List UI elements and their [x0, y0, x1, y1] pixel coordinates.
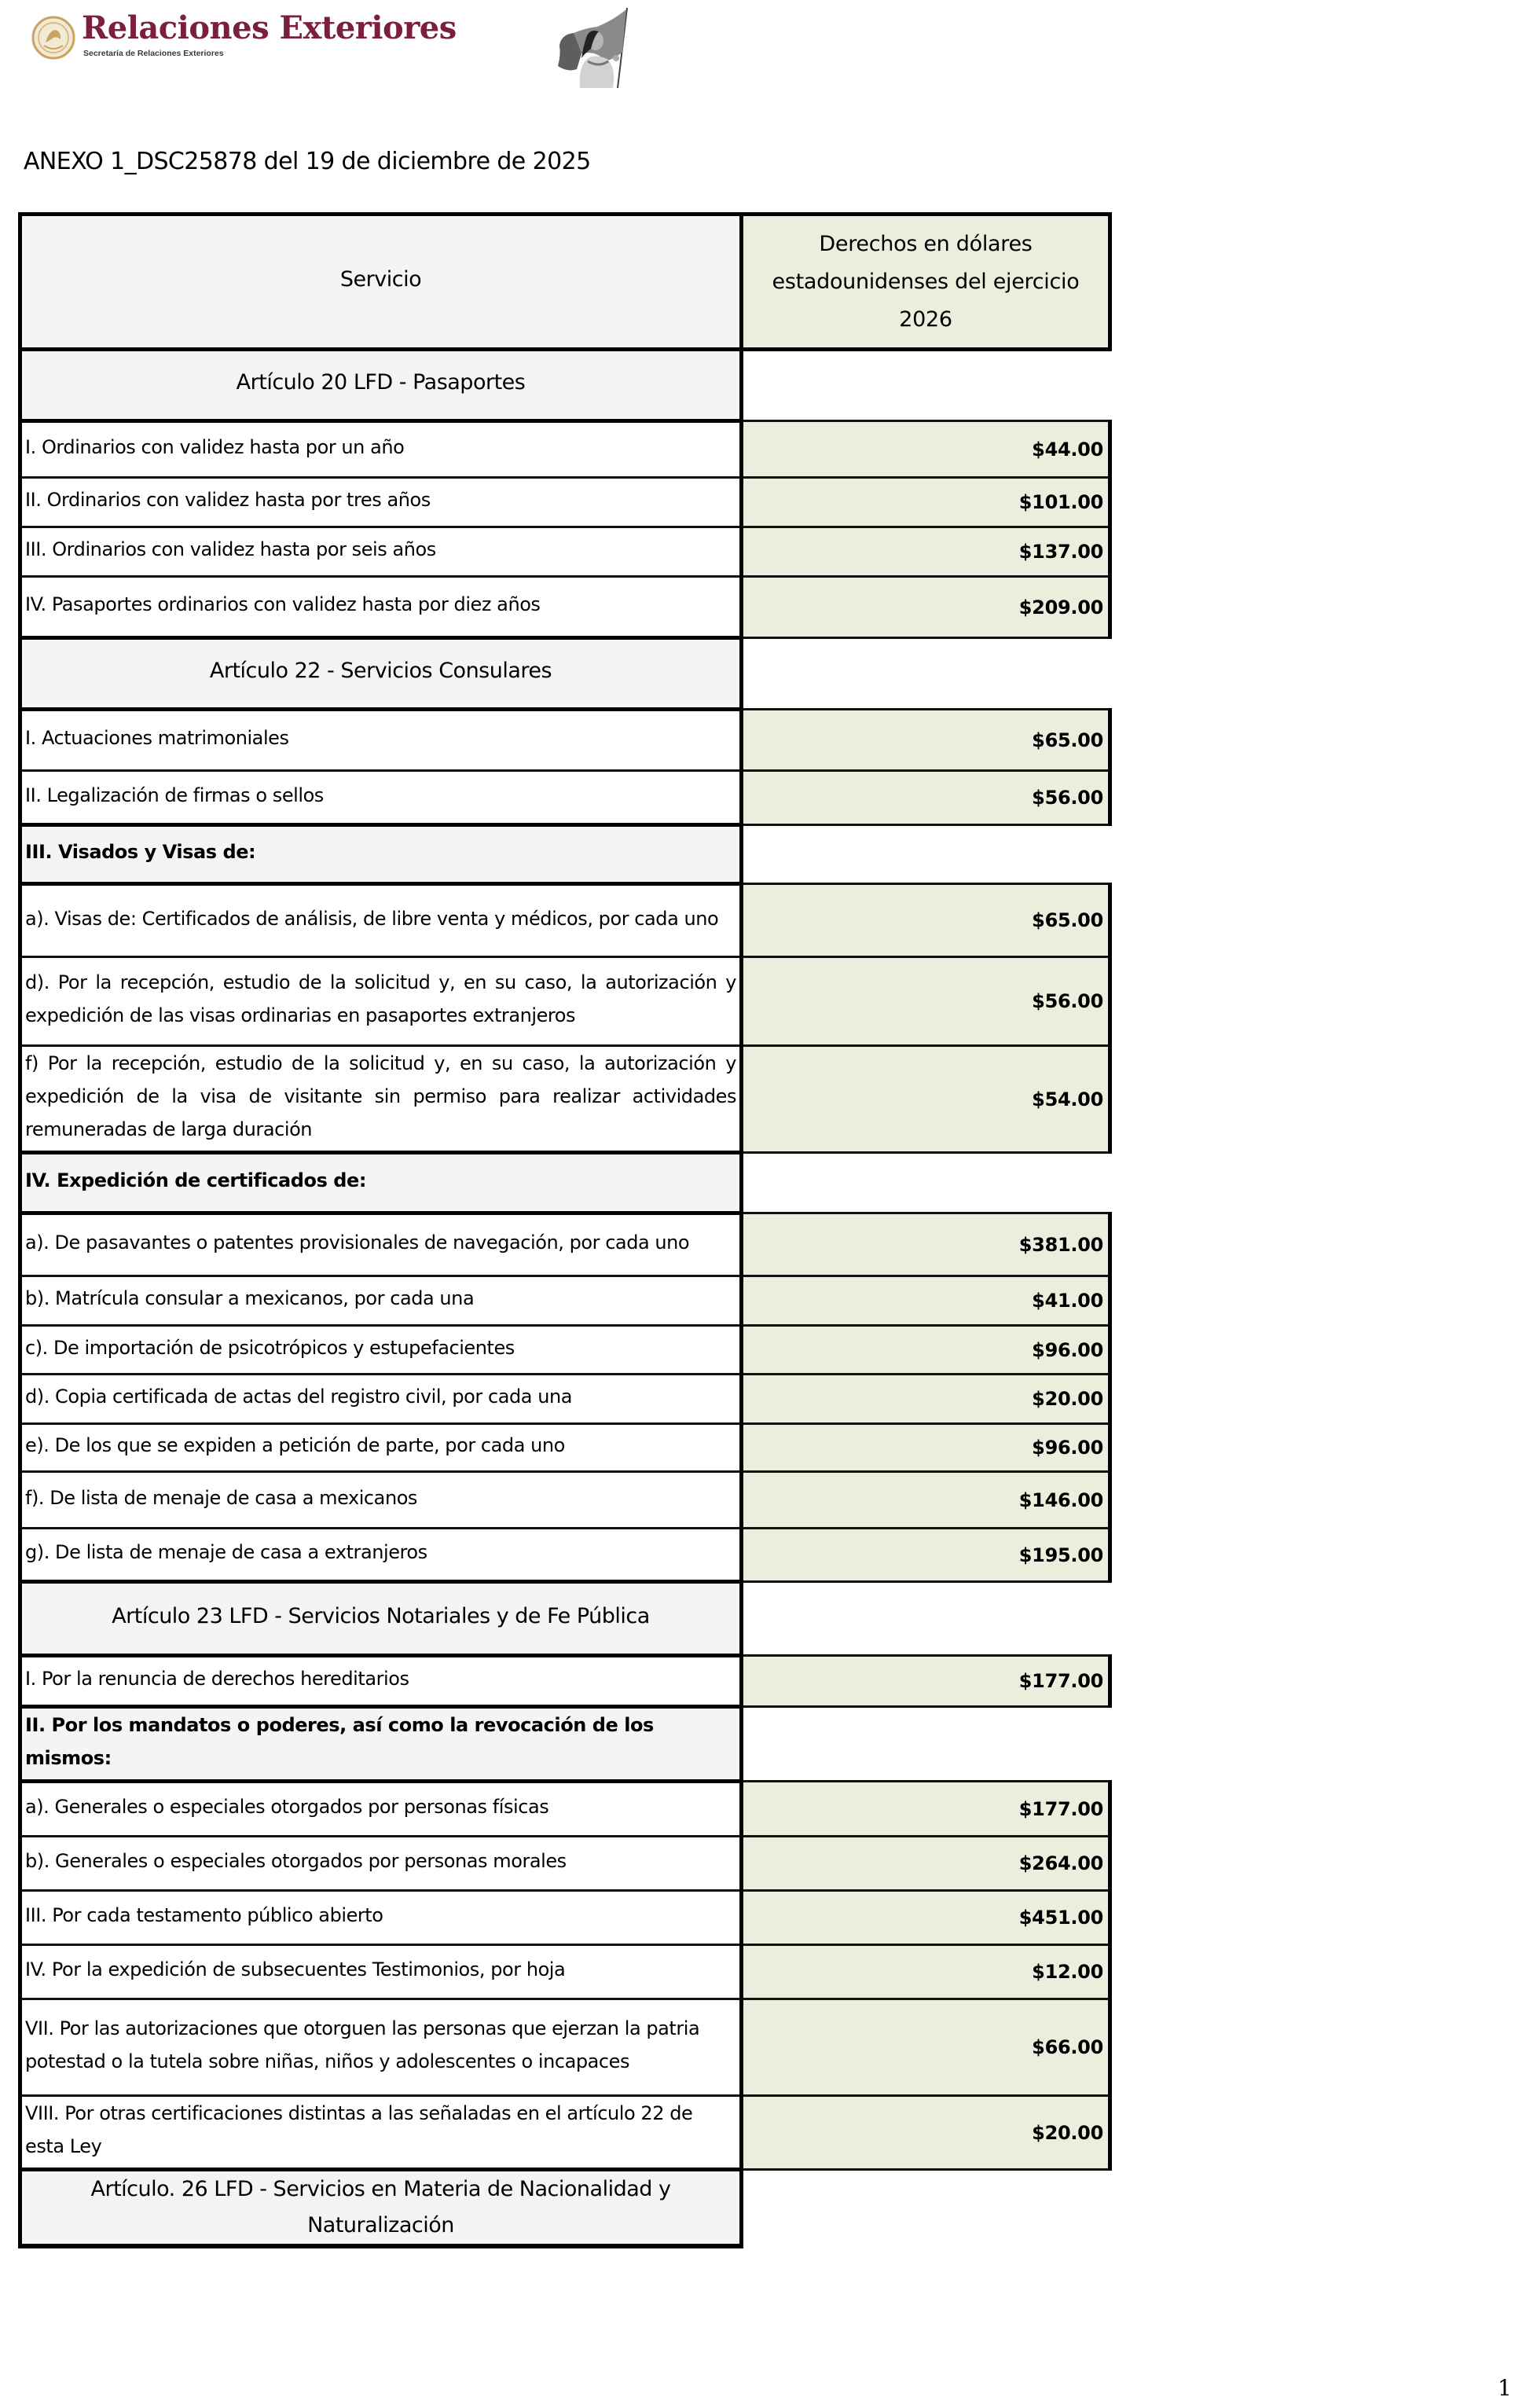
brand-subtitle: Secretaría de Relaciones Exteriores	[83, 49, 224, 58]
price-value: $209.00	[742, 577, 1110, 638]
service-label: VII. Por las autorizaciones que otorguen las personas que ejerzan la patria potestad o la tutela sobre niñas, niños y adolescentes o incapaces	[20, 1999, 742, 2096]
table-row	[20, 577, 1110, 638]
price-value: $146.00	[742, 1472, 1110, 1529]
table-header-row	[20, 215, 1110, 350]
service-label: IV. Pasaportes ordinarios con validez hasta por diez años	[20, 577, 742, 638]
table-row	[20, 2096, 1110, 2170]
table-row	[20, 1529, 1110, 1582]
table-row	[20, 1837, 1110, 1891]
service-label: IV. Por la expedición de subsecuentes Testimonios, por hoja	[20, 1945, 742, 1999]
woman-with-flag-illustration	[550, 6, 638, 90]
price-value: $65.00	[742, 884, 1110, 957]
table-row	[20, 1656, 1110, 1707]
price-value: $56.00	[742, 957, 1110, 1046]
section-title: Artículo 20 LFD - Pasaportes	[20, 350, 742, 421]
price-value: $44.00	[742, 421, 1110, 478]
section-row	[20, 1582, 1110, 1656]
price-value: $177.00	[742, 1782, 1110, 1837]
price-value: $54.00	[742, 1046, 1110, 1153]
section-row	[20, 2170, 1110, 2247]
section-row	[20, 638, 1110, 710]
price-value: $137.00	[742, 527, 1110, 577]
price-value: $451.00	[742, 1891, 1110, 1945]
service-label: c). De importación de psicotrópicos y estupefacientes	[20, 1326, 742, 1375]
page-number: 1	[1498, 2375, 1512, 2401]
table-row	[20, 884, 1110, 957]
table-row	[20, 710, 1110, 771]
service-label: f). De lista de menaje de casa a mexicanos	[20, 1472, 742, 1529]
document-title: ANEXO 1_DSC25878 del 19 de diciembre de 2025	[24, 148, 591, 175]
table-row	[20, 1999, 1110, 2096]
service-label: b). Matrícula consular a mexicanos, por cada una	[20, 1276, 742, 1326]
price-value: $20.00	[742, 1375, 1110, 1424]
service-label: e). De los que se expiden a petición de parte, por cada uno	[20, 1424, 742, 1472]
service-label: II. Ordinarios con validez hasta por tres años	[20, 478, 742, 527]
subsection-title: IV. Expedición de certificados de:	[20, 1153, 742, 1213]
service-label: g). De lista de menaje de casa a extranjeros	[20, 1529, 742, 1582]
price-value: $264.00	[742, 1837, 1110, 1891]
service-label: a). De pasavantes o patentes provisionales de navegación, por cada uno	[20, 1213, 742, 1276]
subsection-row	[20, 1707, 1110, 1782]
table-row	[20, 1891, 1110, 1945]
price-value: $66.00	[742, 1999, 1110, 2096]
service-label: b). Generales o especiales otorgados por personas morales	[20, 1837, 742, 1891]
section-title: Artículo 22 - Servicios Consulares	[20, 638, 742, 710]
service-label: III. Por cada testamento público abierto	[20, 1891, 742, 1945]
table-row	[20, 1945, 1110, 1999]
table-row	[20, 1276, 1110, 1326]
service-label: III. Ordinarios con validez hasta por seis años	[20, 527, 742, 577]
price-value: $96.00	[742, 1326, 1110, 1375]
column-header-service: Servicio	[20, 215, 742, 350]
price-value: $12.00	[742, 1945, 1110, 1999]
sre-logo	[31, 9, 457, 63]
section-row	[20, 350, 1110, 421]
brand-name: Relaciones Exteriores	[82, 9, 457, 46]
subsection-title: II. Por los mandatos o poderes, así como la revocación de los mismos:	[20, 1707, 742, 1782]
price-value: $56.00	[742, 771, 1110, 825]
price-value: $195.00	[742, 1529, 1110, 1582]
price-value: $65.00	[742, 710, 1110, 771]
service-label: I. Por la renuncia de derechos hereditarios	[20, 1656, 742, 1707]
table-row	[20, 478, 1110, 527]
table-row	[20, 1375, 1110, 1424]
coat-of-arms-seal-icon	[31, 16, 75, 60]
service-label: I. Actuaciones matrimoniales	[20, 710, 742, 771]
table-row	[20, 1472, 1110, 1529]
price-value: $96.00	[742, 1424, 1110, 1472]
table-row	[20, 1213, 1110, 1276]
table-row	[20, 1326, 1110, 1375]
table-row	[20, 1424, 1110, 1472]
service-label: d). Por la recepción, estudio de la solicitud y, en su caso, la autorización y expedición de las visas ordinarias en pasaportes extranjeros	[20, 957, 742, 1046]
subsection-row	[20, 825, 1110, 884]
service-label: II. Legalización de firmas o sellos	[20, 771, 742, 825]
price-value: $20.00	[742, 2096, 1110, 2170]
service-label: d). Copia certificada de actas del registro civil, por cada una	[20, 1375, 742, 1424]
table-row	[20, 1046, 1110, 1153]
service-label: f) Por la recepción, estudio de la solicitud y, en su caso, la autorización y expedición de la visa de visitante sin permiso para realizar actividades remuneradas de larga duración	[20, 1046, 742, 1153]
service-label: I. Ordinarios con validez hasta por un año	[20, 421, 742, 478]
price-value: $177.00	[742, 1656, 1110, 1707]
table-row	[20, 957, 1110, 1046]
table-row	[20, 421, 1110, 478]
section-title: Artículo. 26 LFD - Servicios en Materia de Nacionalidad y Naturalización	[20, 2170, 742, 2247]
column-header-price: Derechos en dólares estadounidenses del ejercicio 2026	[742, 215, 1110, 350]
table-row	[20, 1782, 1110, 1837]
service-label: a). Generales o especiales otorgados por personas físicas	[20, 1782, 742, 1837]
price-value: $41.00	[742, 1276, 1110, 1326]
table-row	[20, 771, 1110, 825]
fee-table	[18, 212, 1112, 2248]
service-label: VIII. Por otras certificaciones distintas a las señaladas en el artículo 22 de esta Ley	[20, 2096, 742, 2170]
service-label: a). Visas de: Certificados de análisis, de libre venta y médicos, por cada uno	[20, 884, 742, 957]
subsection-row	[20, 1153, 1110, 1213]
section-title: Artículo 23 LFD - Servicios Notariales y de Fe Pública	[20, 1582, 742, 1656]
subsection-title: III. Visados y Visas de:	[20, 825, 742, 884]
table-row	[20, 527, 1110, 577]
price-value: $101.00	[742, 478, 1110, 527]
price-value: $381.00	[742, 1213, 1110, 1276]
